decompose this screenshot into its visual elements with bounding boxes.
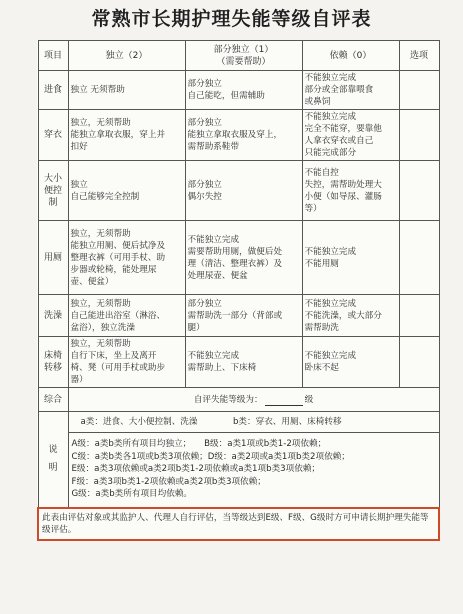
dependent-cell	[302, 71, 399, 110]
rating-blank[interactable]	[265, 395, 303, 406]
partial-cell	[185, 110, 302, 161]
notes-label	[38, 412, 68, 508]
partial-cell-line: 部分独立	[187, 118, 222, 128]
independent-cell-line: 自己能进出浴室（淋浴、	[70, 310, 166, 321]
dependent-cell-line: 不能独立完成	[304, 246, 357, 257]
rating-text-after: 级	[304, 394, 314, 405]
independent-cell-line: 能独立拿取衣服，穿上并	[70, 130, 166, 140]
dependent-cell-line: 不能独立完成	[304, 351, 357, 361]
dependent-cell-line: 需帮助洗	[304, 322, 339, 333]
option-cell[interactable]	[399, 161, 439, 221]
row-item	[38, 161, 68, 221]
row-item	[38, 221, 68, 295]
dependent-cell-line: 只能完成部分	[304, 148, 357, 158]
assessment-row	[38, 110, 439, 161]
option-cell[interactable]	[399, 295, 439, 337]
partial-cell	[185, 295, 302, 337]
notes-label-char: 明	[48, 463, 58, 474]
dependent-cell-line: 卧床不起	[304, 363, 339, 373]
dependent-cell	[302, 221, 399, 295]
level-line: E级：a类3项依赖或a类2项b类1-2项依赖或a类1项b类3项依赖；	[71, 464, 321, 475]
independent-cell-line: 扣好	[70, 142, 88, 152]
partial-cell-line: 腿）	[187, 322, 205, 333]
independent-cell-line: 独立，无须帮助	[70, 298, 131, 309]
option-cell[interactable]	[399, 337, 439, 388]
level-line: G级：a类b类所有项目均依赖。	[71, 489, 193, 500]
independent-cell-line: 自己能够完全控制	[70, 191, 140, 202]
independent-cell-line: 独立	[70, 179, 88, 190]
dependent-cell-line: 不能独立完成	[304, 73, 357, 83]
header-option: 选项	[399, 41, 439, 71]
dependent-cell-line: 不能独立完成	[304, 298, 357, 309]
dependent-cell-line: 部分或全部靠喂食	[304, 85, 374, 95]
independent-cell-line: 自行下床，坐上及离开	[70, 351, 157, 361]
dependent-cell	[302, 110, 399, 161]
level-line: F级：a类3项b类1-2项依赖或a类2项b类3项依赖；	[71, 476, 266, 487]
level-line: C级：a类b类各1项或b类3项依赖；D级：a类2项或a类1项b类2项依赖；	[71, 451, 350, 462]
independent-cell	[68, 337, 185, 388]
option-cell[interactable]	[399, 71, 439, 110]
partial-cell-line: 不能独立完成	[187, 234, 240, 245]
partial-cell	[185, 337, 302, 388]
partial-cell-line: 需帮助系鞋带	[187, 142, 240, 152]
independent-cell-line: 能独立用厕、便后拭净及	[70, 240, 166, 251]
partial-cell-line: 部分独立	[187, 298, 222, 309]
independent-cell	[68, 71, 185, 110]
partial-cell-line: 理（清洁、整理衣裤）及	[187, 258, 283, 269]
level-line: A级：a类b类所有项目均独立； B级：a类1项或b类1-2项依赖；	[71, 439, 327, 449]
category-a: a类：进食、大小便控制、洗澡	[80, 417, 198, 427]
partial-cell-line: 需帮助洗一部分（背部或	[187, 310, 283, 321]
independent-cell-line: 盆浴），独立洗澡	[70, 322, 135, 333]
independent-cell	[68, 161, 185, 221]
independent-cell	[68, 110, 185, 161]
row-item-line: 床椅	[43, 351, 62, 361]
partial-cell-line: 需要帮助用厕，做便后处	[187, 246, 283, 257]
row-item-line: 便控	[43, 185, 62, 196]
dependent-cell-line: 等）	[304, 203, 322, 214]
self-assessment-table	[37, 40, 440, 541]
assessment-row	[38, 71, 439, 110]
partial-cell	[185, 221, 302, 295]
header-row	[38, 41, 439, 71]
header-item: 项目	[38, 41, 68, 71]
row-item-line: 洗澡	[43, 310, 62, 321]
partial-cell-line: 部分独立	[187, 179, 222, 190]
independent-cell-line: 整理衣裤（可用手杖、助	[70, 252, 166, 263]
partial-cell-line: 能独立拿取衣服及穿上，	[187, 130, 283, 140]
header-partial-line1: 部分独立（1）	[213, 44, 274, 55]
dependent-cell-line: 不能独立完成	[304, 112, 357, 122]
independent-cell-line: 器）	[70, 375, 88, 385]
notes-label-char: 说	[48, 445, 58, 456]
row-item-line: 用厕	[43, 252, 62, 263]
partial-cell-line: 需帮助上、下床椅	[187, 363, 257, 373]
dependent-cell	[302, 161, 399, 221]
rating-cell	[68, 388, 439, 412]
notes-cell	[68, 412, 439, 508]
dependent-cell-line: 失控，需帮助处理大	[304, 179, 382, 190]
independent-cell-line: 独立，无须帮助	[70, 228, 131, 239]
row-item-line: 穿衣	[43, 130, 62, 140]
row-item-line: 转移	[43, 363, 62, 373]
dependent-cell-line: 或鼻饲	[304, 97, 331, 107]
dependent-cell-line: 不能自控	[304, 167, 339, 178]
highlight-note: 此表由评估对象或其监护人、代理人自行评估，当等级达到E级、F级、G级时方可申请长期护理失能等级评估。	[38, 508, 439, 540]
partial-cell-line: 自己能吃，但需辅助	[187, 91, 265, 101]
independent-cell-line: 独立，无须帮助	[70, 118, 131, 128]
row-item-line: 大小	[43, 173, 62, 184]
dependent-cell-line: 人拿衣穿衣或自己	[304, 136, 374, 146]
dependent-cell-line: 不能用厕	[304, 258, 339, 269]
notes-row	[38, 412, 439, 508]
rating-label: 综合	[38, 388, 68, 412]
partial-cell-line: 部分独立	[187, 79, 222, 89]
independent-cell-line: 独立 无须帮助	[70, 85, 125, 95]
dependent-cell-line: 不能洗澡，或大部分	[304, 310, 382, 321]
rating-row	[38, 388, 439, 412]
dependent-cell	[302, 337, 399, 388]
header-independent: 独立（2）	[68, 41, 185, 71]
partial-cell	[185, 71, 302, 110]
assessment-row	[38, 337, 439, 388]
independent-cell-line: 壶、便盆）	[70, 276, 114, 287]
assessment-row	[38, 295, 439, 337]
dependent-cell	[302, 295, 399, 337]
assessment-row	[38, 221, 439, 295]
row-item	[38, 110, 68, 161]
highlight-row	[38, 508, 439, 540]
rating-text-before: 自评失能等级为：	[193, 394, 263, 405]
notes-levels	[69, 433, 439, 507]
independent-cell	[68, 295, 185, 337]
independent-cell-line: 椅、凳（可用手杖或助步	[70, 363, 166, 373]
dependent-cell-line: 完全不能穿，要靠他	[304, 124, 382, 134]
row-item-line: 进食	[43, 85, 62, 95]
independent-cell-line: 独立，无须帮助	[70, 339, 131, 349]
partial-cell-line: 处理尿壶、便盆	[187, 270, 248, 281]
partial-cell-line: 偶尔失控	[187, 191, 222, 202]
option-cell[interactable]	[399, 221, 439, 295]
option-cell[interactable]	[399, 110, 439, 161]
row-item	[38, 337, 68, 388]
independent-cell-line: 步器或轮椅，能处理尿	[70, 264, 157, 275]
header-dependent: 依赖（0）	[302, 41, 399, 71]
row-item	[38, 71, 68, 110]
partial-cell-line: 不能独立完成	[187, 351, 240, 361]
header-partial-line2: （需要帮助）	[216, 56, 271, 67]
notes-categories	[69, 412, 439, 433]
row-item-line: 制	[48, 197, 58, 208]
dependent-cell-line: 小便（如导尿、灌肠	[304, 191, 382, 202]
assessment-row	[38, 161, 439, 221]
independent-cell	[68, 221, 185, 295]
page-title: 常熟市长期护理失能等级自评表	[91, 8, 372, 30]
row-item	[38, 295, 68, 337]
partial-cell	[185, 161, 302, 221]
category-b: b类：穿衣、用厕、床椅转移	[232, 417, 342, 427]
header-partial	[185, 41, 302, 71]
